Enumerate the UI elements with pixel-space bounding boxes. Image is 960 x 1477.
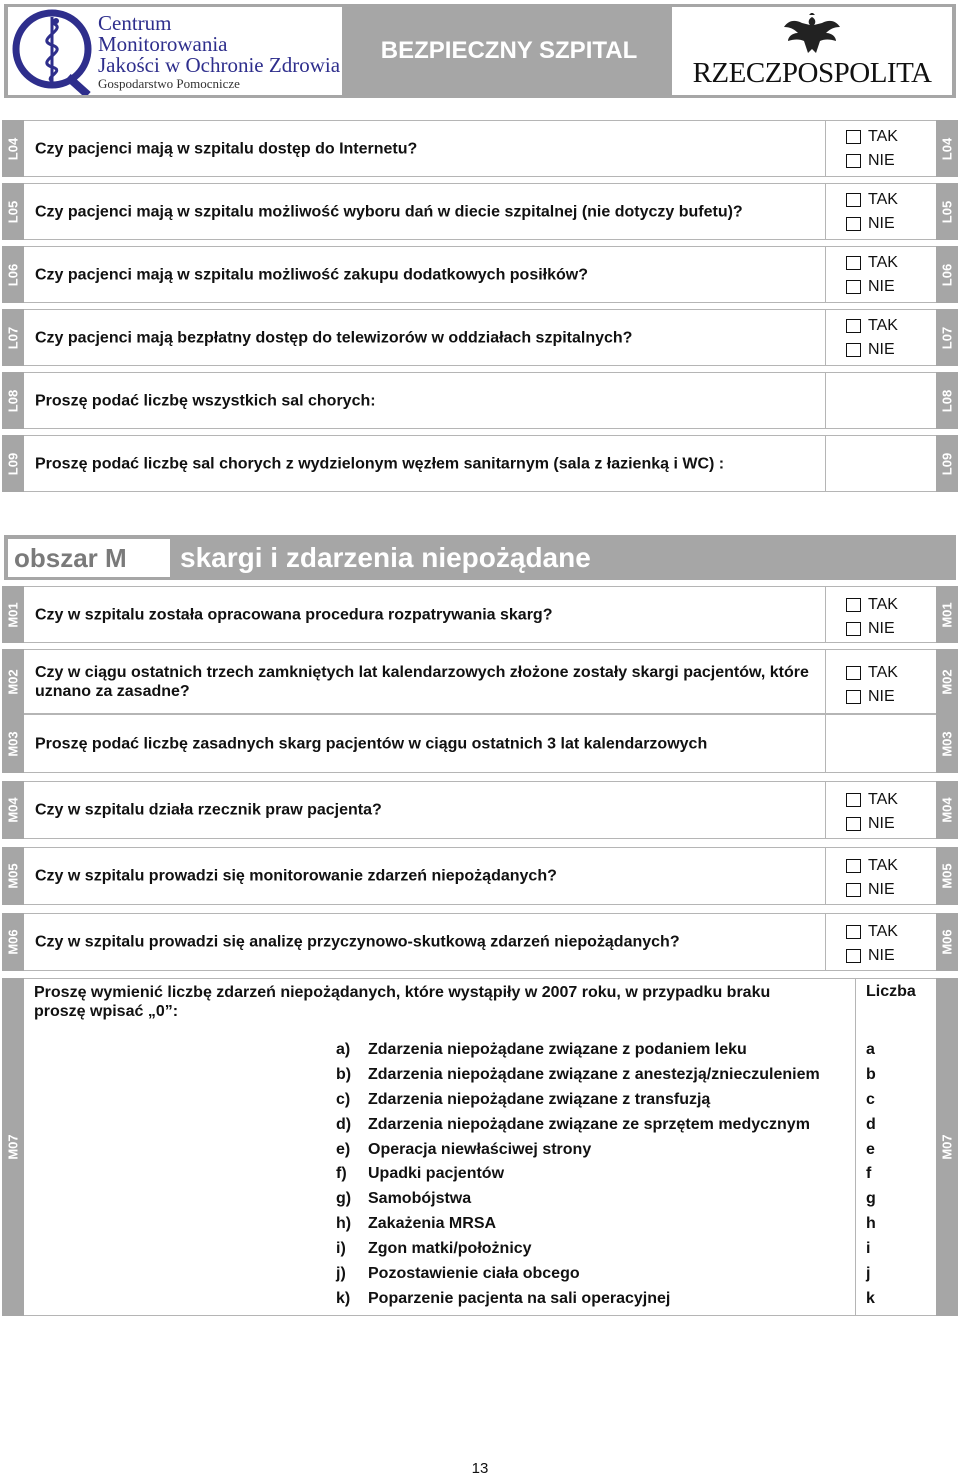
checkbox-icon[interactable]: [846, 925, 861, 939]
question-row-m03: [2, 714, 958, 773]
row-code-right: M07: [936, 978, 958, 1316]
row-code-left: M04: [2, 781, 24, 839]
question-text: Czy pacjenci mają w szpitalu możliwość zakupu dodatkowych posiłków?: [35, 266, 589, 283]
section-id: obszar M: [8, 539, 170, 577]
checkbox-icon[interactable]: [846, 883, 861, 897]
checkbox-icon[interactable]: [846, 598, 861, 612]
list-item: a) Zdarzenia niepożądane związane z podaniem leku: [336, 1041, 747, 1058]
count-field-f[interactable]: f: [866, 1165, 872, 1183]
checkbox-icon[interactable]: [846, 666, 861, 680]
question-row-l05: [2, 183, 958, 240]
count-field-i[interactable]: i: [866, 1240, 871, 1258]
checkbox-icon[interactable]: [846, 154, 861, 168]
row-code-right: M02: [936, 649, 958, 714]
page-number: 13: [471, 1460, 489, 1477]
count-field-k[interactable]: k: [866, 1289, 875, 1307]
option-tak[interactable]: TAK: [868, 317, 898, 335]
question-text: Proszę wymienić liczbę zdarzeń niepożądanych, które wystąpiły w 2007 roku, w przypadku braku proszę wpisać „0”:: [34, 984, 771, 1020]
answer-options: [825, 650, 933, 713]
question-row-l09: [2, 435, 958, 492]
checkbox-icon[interactable]: [846, 256, 861, 270]
list-item: e) Operacja niewłaściwej strony: [336, 1140, 592, 1158]
row-code-right: L05: [936, 183, 958, 240]
list-item: d) Zdarzenia niepożądane związane ze sprzętem medycznym: [336, 1115, 810, 1133]
logo-line-4: Gospodarstwo Pomocnicze: [98, 76, 240, 91]
checkbox-icon[interactable]: [846, 217, 861, 231]
eagle-icon: [782, 13, 842, 57]
checkbox-icon[interactable]: [846, 280, 861, 294]
list-item: f) Upadki pacjentów: [336, 1165, 505, 1183]
event-list: [336, 1041, 820, 1315]
answer-options: [825, 914, 933, 970]
question-text: Czy pacjenci mają w szpitalu możliwość wyboru dań w diecie szpitalnej (nie dotyczy bufetu)?: [35, 203, 743, 220]
option-tak[interactable]: TAK: [868, 254, 898, 272]
question-text: Czy w ciągu ostatnich trzech zamkniętych lat kalendarzowych złożone zostały skargi pacjentów, które uznano za zasadne?: [35, 663, 809, 700]
question-row-m01: [2, 586, 958, 643]
question-row-l08: [2, 372, 958, 429]
cmjoz-logo: [8, 7, 342, 95]
count-fields: [866, 1041, 876, 1315]
caduceus-logo-icon: [10, 9, 96, 95]
option-nie[interactable]: NIE: [868, 152, 895, 170]
count-field-g[interactable]: g: [866, 1190, 876, 1208]
question-row-m02: [2, 649, 958, 714]
question-row-m04: [2, 781, 958, 839]
row-code-right: M06: [936, 913, 958, 971]
row-code-left: M07: [2, 978, 24, 1316]
logo-line-3: Jakości w Ochronie Zdrowia: [98, 53, 341, 77]
question-text: Czy w szpitalu działa rzecznik praw pacjenta?: [35, 801, 382, 819]
count-column-header: Liczba: [866, 983, 916, 1000]
checkbox-icon[interactable]: [846, 130, 861, 144]
question-row-l07: [2, 309, 958, 366]
question-row-m06: [2, 913, 958, 971]
row-code-left: M03: [2, 714, 24, 773]
option-tak[interactable]: TAK: [868, 857, 898, 875]
question-text: Proszę podać liczbę wszystkich sal chorych:: [35, 392, 376, 409]
option-nie[interactable]: NIE: [868, 815, 895, 833]
row-code-right: M01: [936, 586, 958, 643]
checkbox-icon[interactable]: [846, 622, 861, 636]
option-tak[interactable]: TAK: [868, 128, 898, 146]
row-code-right: L08: [936, 372, 958, 429]
option-nie[interactable]: NIE: [868, 278, 895, 296]
option-tak[interactable]: TAK: [868, 664, 898, 682]
answer-options: [825, 310, 933, 365]
answer-options: [825, 848, 933, 904]
count-field-c[interactable]: c: [866, 1090, 875, 1108]
option-nie[interactable]: NIE: [868, 341, 895, 359]
list-item: j) Pozostawienie ciała obcego: [336, 1265, 580, 1283]
option-nie[interactable]: NIE: [868, 688, 895, 706]
option-nie[interactable]: NIE: [868, 947, 895, 965]
page-header: [4, 4, 956, 98]
question-row-l06: [2, 246, 958, 303]
section-header: [4, 535, 956, 580]
rzeczpospolita-logo: [672, 7, 952, 95]
row-code-left: L04: [2, 120, 24, 177]
list-item: b) Zdarzenia niepożądane związane z anestezją/znieczuleniem: [336, 1065, 820, 1083]
option-tak[interactable]: TAK: [868, 191, 898, 209]
row-code-left: M06: [2, 913, 24, 971]
row-code-left: M05: [2, 847, 24, 905]
row-code-left: L08: [2, 372, 24, 429]
checkbox-icon[interactable]: [846, 859, 861, 873]
answer-options: [825, 782, 933, 838]
row-code-right: L06: [936, 246, 958, 303]
answer-options: [825, 184, 933, 239]
document-title: BEZPIECZNY SZPITAL: [380, 37, 638, 64]
checkbox-icon[interactable]: [846, 193, 861, 207]
row-code-right: M04: [936, 781, 958, 839]
checkbox-icon[interactable]: [846, 949, 861, 963]
count-field-h[interactable]: h: [866, 1215, 876, 1233]
option-tak[interactable]: TAK: [868, 791, 898, 809]
list-item: i) Zgon matki/położnicy: [336, 1240, 532, 1258]
row-code-left: M01: [2, 586, 24, 643]
answer-input-field[interactable]: [825, 715, 933, 772]
list-item: k) Poparzenie pacjenta na sali operacyjnej: [336, 1289, 671, 1307]
row-code-left: L07: [2, 309, 24, 366]
option-nie[interactable]: NIE: [868, 881, 895, 899]
row-code-left: L05: [2, 183, 24, 240]
count-field-b[interactable]: b: [866, 1065, 876, 1083]
count-field-e[interactable]: e: [866, 1140, 875, 1158]
answer-input-field[interactable]: [825, 373, 933, 428]
checkbox-icon[interactable]: [846, 319, 861, 333]
checkbox-icon[interactable]: [846, 817, 861, 831]
section-title: skargi i zdarzenia niepożądane: [180, 542, 591, 573]
row-code-right: M05: [936, 847, 958, 905]
count-column-divider: [855, 978, 856, 1316]
list-item: g) Samobójstwa: [336, 1190, 472, 1208]
logo-line-2: Monitorowania: [98, 32, 228, 56]
option-tak[interactable]: TAK: [868, 923, 898, 941]
option-nie[interactable]: NIE: [868, 620, 895, 638]
question-row-m05: [2, 847, 958, 905]
question-text: Czy w szpitalu została opracowana procedura rozpatrywania skarg?: [35, 606, 553, 623]
count-field-d[interactable]: d: [866, 1115, 876, 1133]
question-text: Czy w szpitalu prowadzi się analizę przyczynowo-skutkową zdarzeń niepożądanych?: [35, 933, 680, 951]
question-text: Czy pacjenci mają bezpłatny dostęp do telewizorów w oddziałach szpitalnych?: [35, 329, 633, 346]
answer-options: [825, 121, 933, 176]
question-row-l04: [2, 120, 958, 177]
checkbox-icon[interactable]: [846, 343, 861, 357]
row-code-left: L06: [2, 246, 24, 303]
option-nie[interactable]: NIE: [868, 215, 895, 233]
question-text: Proszę podać liczbę zasadnych skarg pacjentów w ciągu ostatnich 3 lat kalendarzowych: [35, 735, 708, 752]
row-code-right: L07: [936, 309, 958, 366]
checkbox-icon[interactable]: [846, 690, 861, 704]
list-item: c) Zdarzenia niepożądane związane z transfuzją: [336, 1090, 711, 1108]
question-text: Czy pacjenci mają w szpitalu dostęp do Internetu?: [35, 140, 418, 157]
answer-options: [825, 247, 933, 302]
checkbox-icon[interactable]: [846, 793, 861, 807]
list-item: h) Zakażenia MRSA: [336, 1215, 497, 1233]
logo-line-1: Centrum: [98, 11, 172, 35]
row-code-left: L09: [2, 435, 24, 492]
rzeczpospolita-text: RZECZPOSPOLITA: [692, 57, 932, 89]
row-code-right: L04: [936, 120, 958, 177]
question-text: Czy w szpitalu prowadzi się monitorowanie zdarzeń niepożądanych?: [35, 867, 557, 885]
count-field-j[interactable]: j: [866, 1265, 871, 1283]
question-text: Proszę podać liczbę sal chorych z wydzielonym węzłem sanitarnym (sala z łazienką i WC) :: [35, 455, 725, 472]
option-tak[interactable]: TAK: [868, 596, 898, 614]
row-code-right: M03: [936, 714, 958, 773]
count-field-a[interactable]: a: [866, 1041, 875, 1058]
answer-options: [825, 587, 933, 642]
answer-input-field[interactable]: [825, 436, 933, 491]
row-code-right: L09: [936, 435, 958, 492]
row-code-left: M02: [2, 649, 24, 714]
